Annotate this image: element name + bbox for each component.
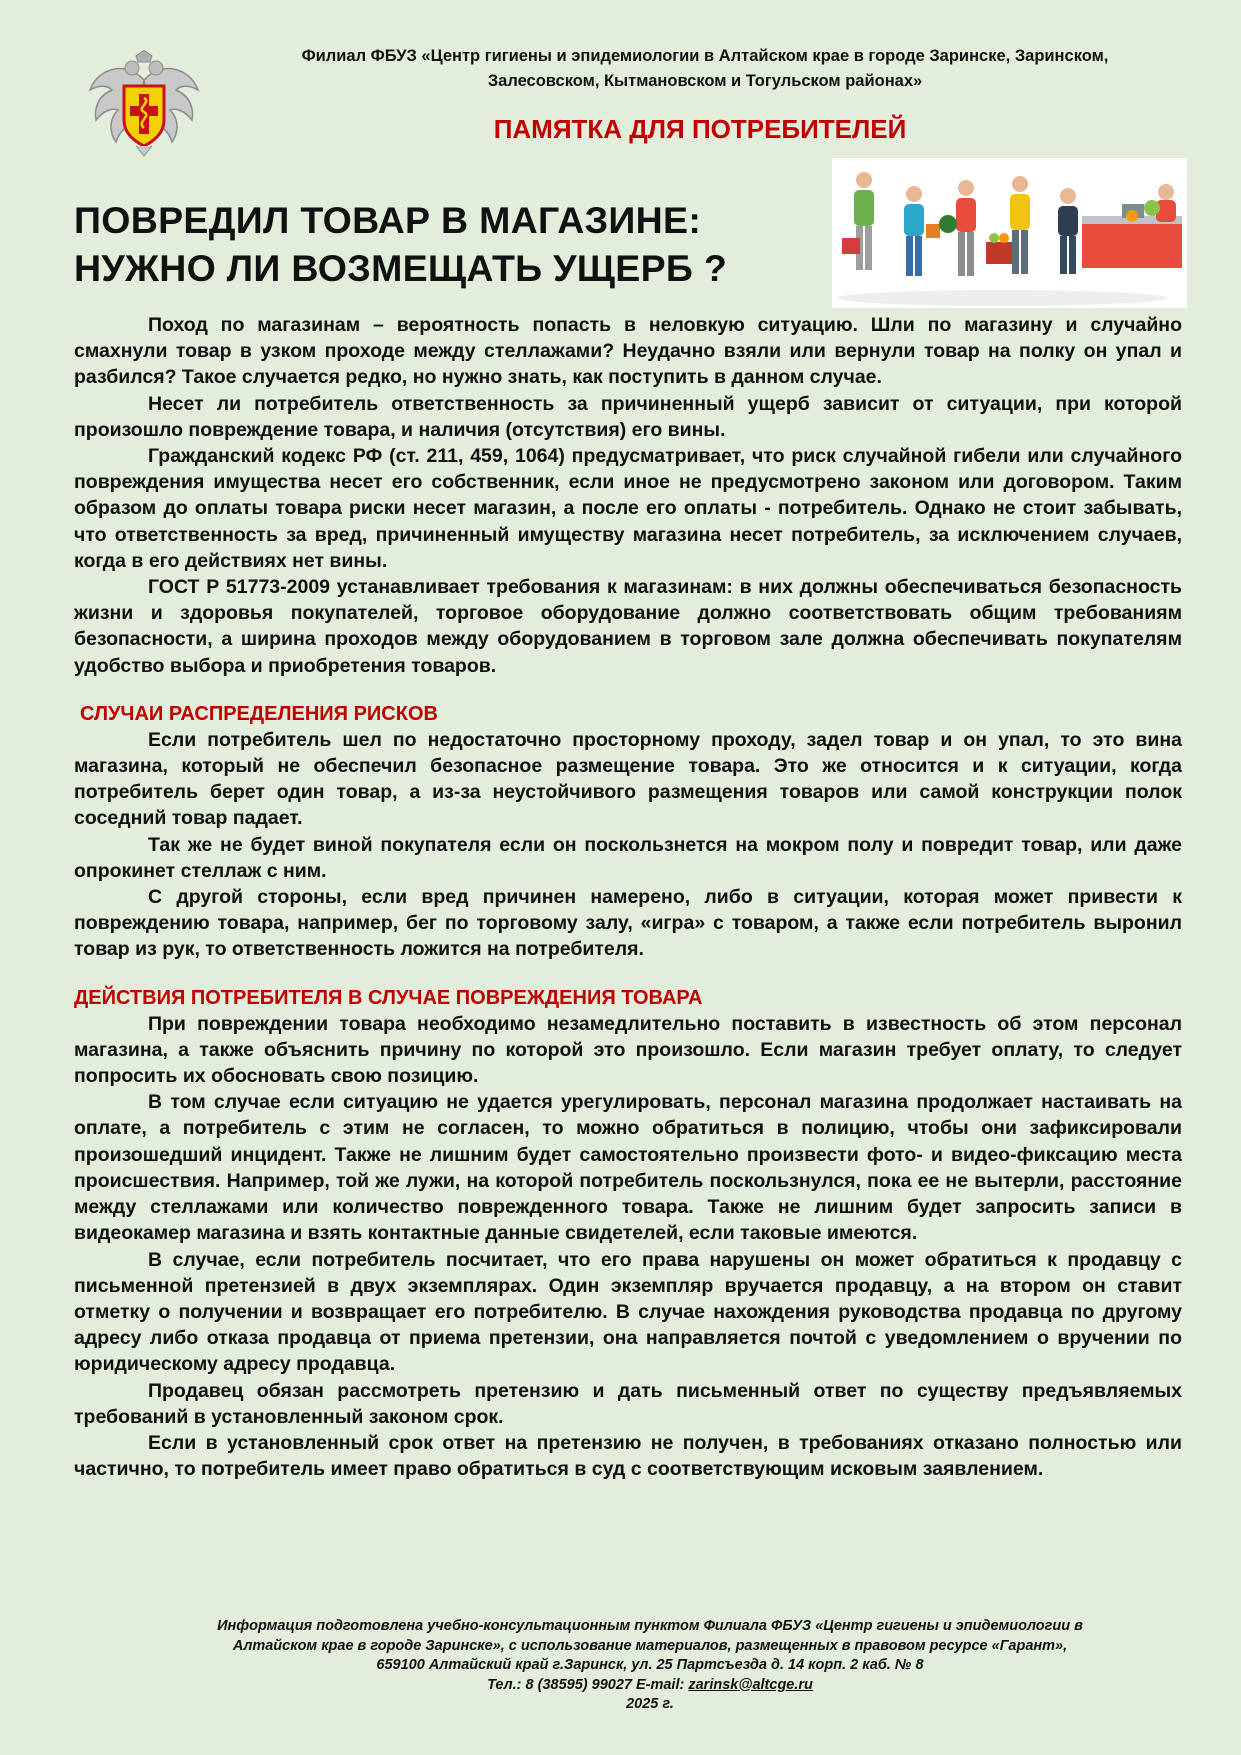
footer-info [150, 1617, 1150, 1715]
section-paragraph: В случае, если потребитель посчитает, что его права нарушены он может обратиться к продавцу с письменной претензией в двух экземплярах. Один экземпляр вручается продавцу, а на втором он ставит отметку о получении и возвращает его потребителю. В случае нахождения руководства продавца по другому адресу либо отказа продавца от приема претензии, она направляется почтой с уведомлением о вручении по юридическому адресу продавца. [74, 1248, 1182, 1376]
section-paragraph: При повреждении товара необходимо незамедлительно поставить в известность об этом персонал магазина, а также объяснить причину по которой это произошло. Если магазин требует оплату, то следует попросить их обосновать свою позицию. [74, 1012, 1182, 1088]
section-paragraph: С другой стороны, если вред причинен намерено, либо в ситуации, которая может привести к повреждению товара, например, бег по торговому залу, «игра» с товаром, а также если потребитель выронил товар из рук, то ответственность ложится на потребителя. [74, 886, 1182, 961]
footer-contacts [150, 1676, 1150, 1696]
section-paragraph: Если потребитель шел по недостаточно просторному проходу, задел товар и он упал, то это вина магазина, который не обеспечил безопасное размещение товара. Это же относится и к ситуации, когда потребитель берет один товар, а из-за неустойчивого размещения товаров или самой конструкции полок соседний товар падает. [74, 728, 1182, 830]
section-heading-actions: ДЕЙСТВИЯ ПОТРЕБИТЕЛЯ В СЛУЧАЕ ПОВРЕЖДЕНИЯ ТОВАРА [74, 986, 703, 1009]
article-body [74, 312, 1182, 1482]
footer-line-2: Алтайском крае в городе Заринске», с использование материалов, размещенных в правовом ресурсе «Гарант», [232, 1637, 1068, 1654]
memo-label: ПАМЯТКА ДЛЯ ПОТРЕБИТЕЛЕЙ [493, 114, 907, 144]
shoppers-illustration [832, 158, 1187, 308]
footer-line-1: Информация подготовлена учебно-консультационным пунктом Филиала ФБУЗ «Центр гигиены и эпидемиологии в [217, 1618, 1083, 1634]
section-paragraph: В том случае если ситуацию не удается урегулировать, персонал магазина продолжает настаивать на оплате, а потребитель с этим не согласен, то можно обратиться в полицию, чтобы они зафиксировали произошедший инцидент. Также не лишним будет самостоятельно произвести фото- и видео-фиксацию места происшествия. Например, той же лужи, на которой потребитель поскользнулся, пока ее не вытерли, расстояние между стеллажами или количество поврежденного товара. Также не лишним будет запросить записи в видеокамер магазина и взять контактные данные свидетелей, если таковые имеются. [74, 1091, 1182, 1245]
section-paragraph: Так же не будет виной покупателя если он поскользнется на мокром полу и повредит товар, или даже опрокинет стеллаж с ним. [74, 833, 1182, 882]
footer-phone: Тел.: 8 (38595) 99027 E-mail: [487, 1676, 689, 1693]
organization-line-2: Залесовском, Кытмановском и Тогульском районах» [487, 72, 923, 90]
intro-paragraph: ГОСТ Р 51773-2009 устанавливает требования к магазинам: в них должны обеспечиваться безопасность жизни и здоровья покупателей, торговое оборудование должно соответствовать общим требованиям безопасности, а ширина проходов между оборудованием в торговом зале должна обеспечивать покупателям удобство выбора и приобретения товаров. [74, 576, 1182, 677]
organization-header [225, 44, 1185, 94]
page-title [74, 196, 834, 292]
title-line-1: ПОВРЕДИЛ ТОВАР В МАГАЗИНЕ: [74, 199, 702, 241]
section-paragraph: Если в установленный срок ответ на претензию не получен, в требованиях отказано полностью или частично, то потребитель имеет право обратиться в суд с соответствующим исковым заявлением. [74, 1431, 1182, 1481]
footer-address: 659100 Алтайский край г.Заринск, ул. 25 Партсъезда д. 14 корп. 2 каб. № 8 [376, 1657, 924, 1673]
rospotrebnadzor-emblem-icon [86, 50, 202, 158]
title-line-2: НУЖНО ЛИ ВОЗМЕЩАТЬ УЩЕРБ ? [74, 247, 728, 289]
organization-line-1: Филиал ФБУЗ «Центр гигиены и эпидемиологии в Алтайском крае в городе Заринске, Заринском, [301, 47, 1109, 65]
intro-paragraph: Поход по магазинам – вероятность попасть в неловкую ситуацию. Шли по магазину и случайно смахнули товар в узком проходе между стеллажами? Неудачно взяли или вернули товар на полку он упал и разбился? Такое случается редко, но нужно знать, как поступить в данном случае. [74, 314, 1182, 389]
footer-email-link[interactable]: zarinsk@altcge.ru [688, 1676, 813, 1693]
intro-paragraph: Несет ли потребитель ответственность за причиненный ущерб зависит от ситуации, при которой произошло повреждение товара, и наличия (отсутствия) его вины. [74, 392, 1182, 441]
section-paragraph: Продавец обязан рассмотреть претензию и дать письменный ответ по существу предъявляемых требований в установленный законом срок. [74, 1379, 1182, 1428]
section-heading-risks: СЛУЧАИ РАСПРЕДЕЛЕНИЯ РИСКОВ [80, 702, 438, 725]
intro-paragraph: Гражданский кодекс РФ (ст. 211, 459, 1064) предусматривает, что риск случайной гибели или случайного повреждения имущества несет его собственник, если иное не предусмотрено законом или договором. Таким образом до оплаты товара риски несет магазин, а после его оплаты - потребитель. Однако не стоит забывать, что ответственность за вред, причиненный имуществу магазина несет потребитель, за исключением случаев, когда в его действиях нет вины. [74, 445, 1182, 572]
footer-year: 2025 г. [626, 1696, 674, 1712]
